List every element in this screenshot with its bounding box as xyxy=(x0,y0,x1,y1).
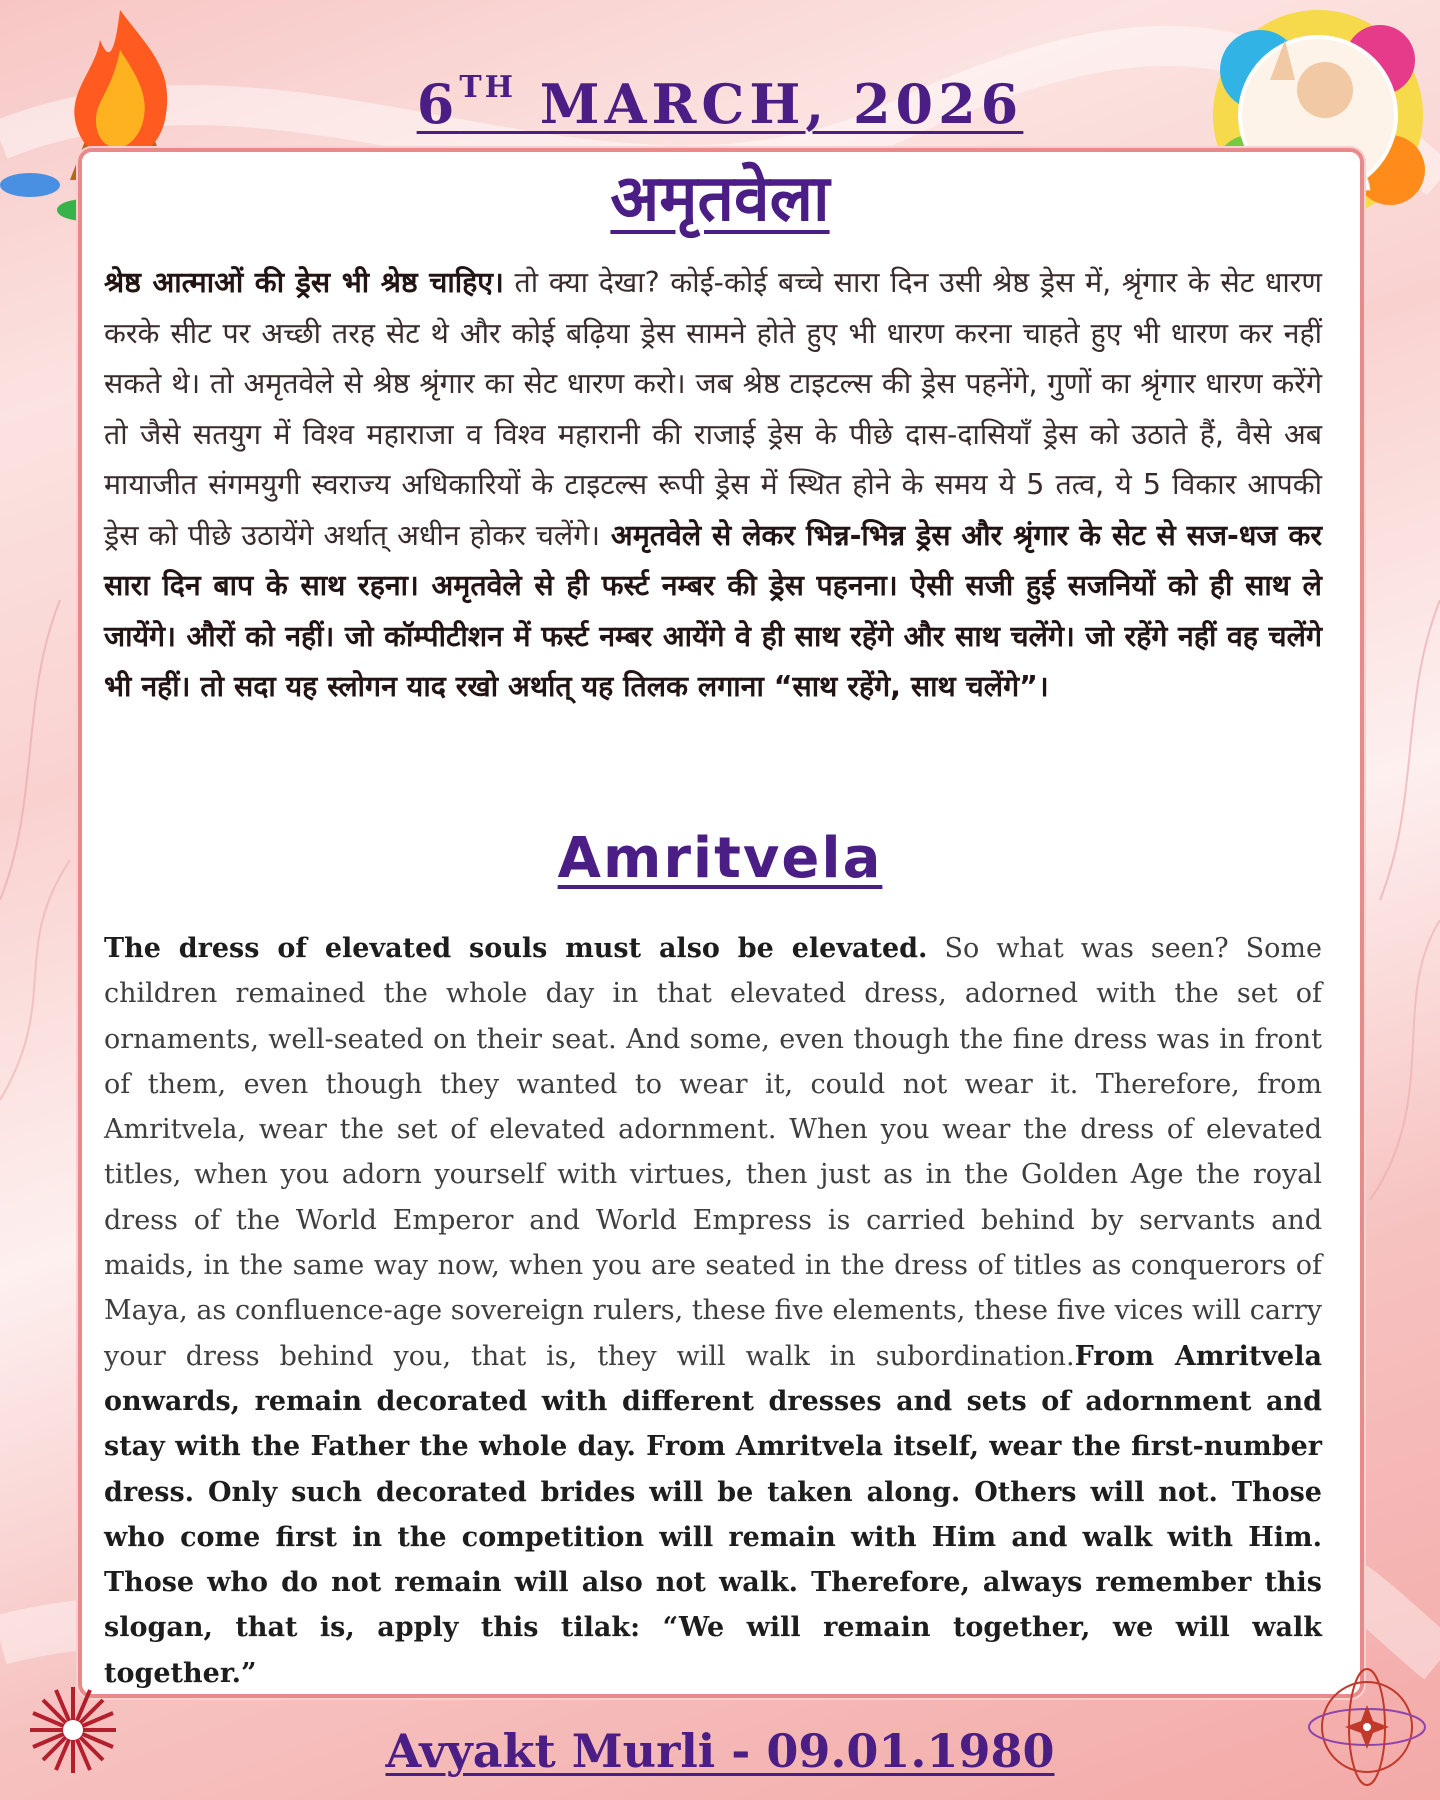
hindi-lead: श्रेष्ठ आत्माओं की ड्रेस भी श्रेष्ठ चाहिए। xyxy=(104,266,504,299)
english-title: Amritvela xyxy=(557,826,883,891)
hindi-title: अमृतवेला xyxy=(610,162,830,236)
hindi-paragraph xyxy=(104,258,1322,713)
english-paragraph xyxy=(104,926,1322,1696)
english-tail: From Amritvela onwards, remain decorated with different dresses and sets of adornment and stay with the Father the whole day. From Amritvela itself, wear the first-number dress. Only such decorated brides will be taken along. Others will not. Those who come first in the competition will remain with Him and walk with Him. Those who do not remain will also not walk. Therefore, always remember this slogan, that is, apply this tilak: “We will remain together, we will walk together.” xyxy=(104,1340,1322,1689)
hindi-tail: अमृतवेले से लेकर भिन्न-भिन्न ड्रेस और श्रृंगार के सेट से सज-धज कर सारा दिन बाप के साथ रहना। अमृतवेले से ही फर्स्ट नम्बर की ड्रेस पहनना। ऐसी सजी हुई सजनियों को ही साथ ले जायेंगे। औरों को नहीं। जो कॉम्पीटीशन में फर्स्ट नम्बर आयेंगे वे ही साथ रहेंगे और साथ चलेंगे। जो रहेंगे नहीं वह चलेंगे भी नहीं। तो सदा यह स्लोगन याद रखो अर्थात् यह तिलक लगाना “साथ रहेंगे, साथ चलेंगे”। xyxy=(104,518,1322,703)
hindi-body: तो क्या देखा? कोई-कोई बच्चे सारा दिन उसी श्रेष्ठ ड्रेस में, श्रृंगार के सेट धारण करके सीट पर अच्छी तरह सेट थे और कोई बढ़िया ड्रेस सामने होते हुए भी धारण करना चाहते हुए भी धारण कर नहीं सकते थे। तो अमृतवेले से श्रेष्ठ श्रृंगार का सेट धारण करो। जब श्रेष्ठ टाइटल्स की ड्रेस पहनेंगे, गुणों का श्रृंगार धारण करेंगे तो जैसे सतयुग में विश्व महाराजा व विश्व महारानी की राजाई ड्रेस के पीछे दास-दासियाँ ड्रेस को उठाते हैं, वैसे अब मायाजीत संगमयुगी स्वराज्य अधिकारियों के टाइटल्स रूपी ड्रेस में स्थित होने के समय ये 5 तत्व, ये 5 विकार आपकी ड्रेस को पीछे उठायेंगे अर्थात् अधीन होकर चलेंगे। xyxy=(104,266,1322,552)
english-lead: The dress of elevated souls must also be elevated. xyxy=(104,933,928,964)
english-body: So what was seen? Some children remained the whole day in that elevated dress, adorned with the set of ornaments, well-seated on their seat. And some, even though the fine dress was in front of them, even though they wanted to wear it, could not wear it. Therefore, from Amritvela, wear the set of elevated adornment. When you wear the dress of elevated titles, when you adorn yourself with virtues, then just as in the Golden Age the royal dress of the World Emperor and World Empress is carried behind by servants and maids, in the same way now, when you are seated in the dress of titles as conquerors of Maya, as confluence-age sovereign rulers, these five elements, these five vices will carry your dress behind you, that is, they will walk in subordination. xyxy=(104,933,1322,1372)
footer-title: Avyakt Murli - 09.01.1980 xyxy=(385,1724,1055,1778)
date-title: 6TH MARCH, 2026 xyxy=(416,70,1024,136)
